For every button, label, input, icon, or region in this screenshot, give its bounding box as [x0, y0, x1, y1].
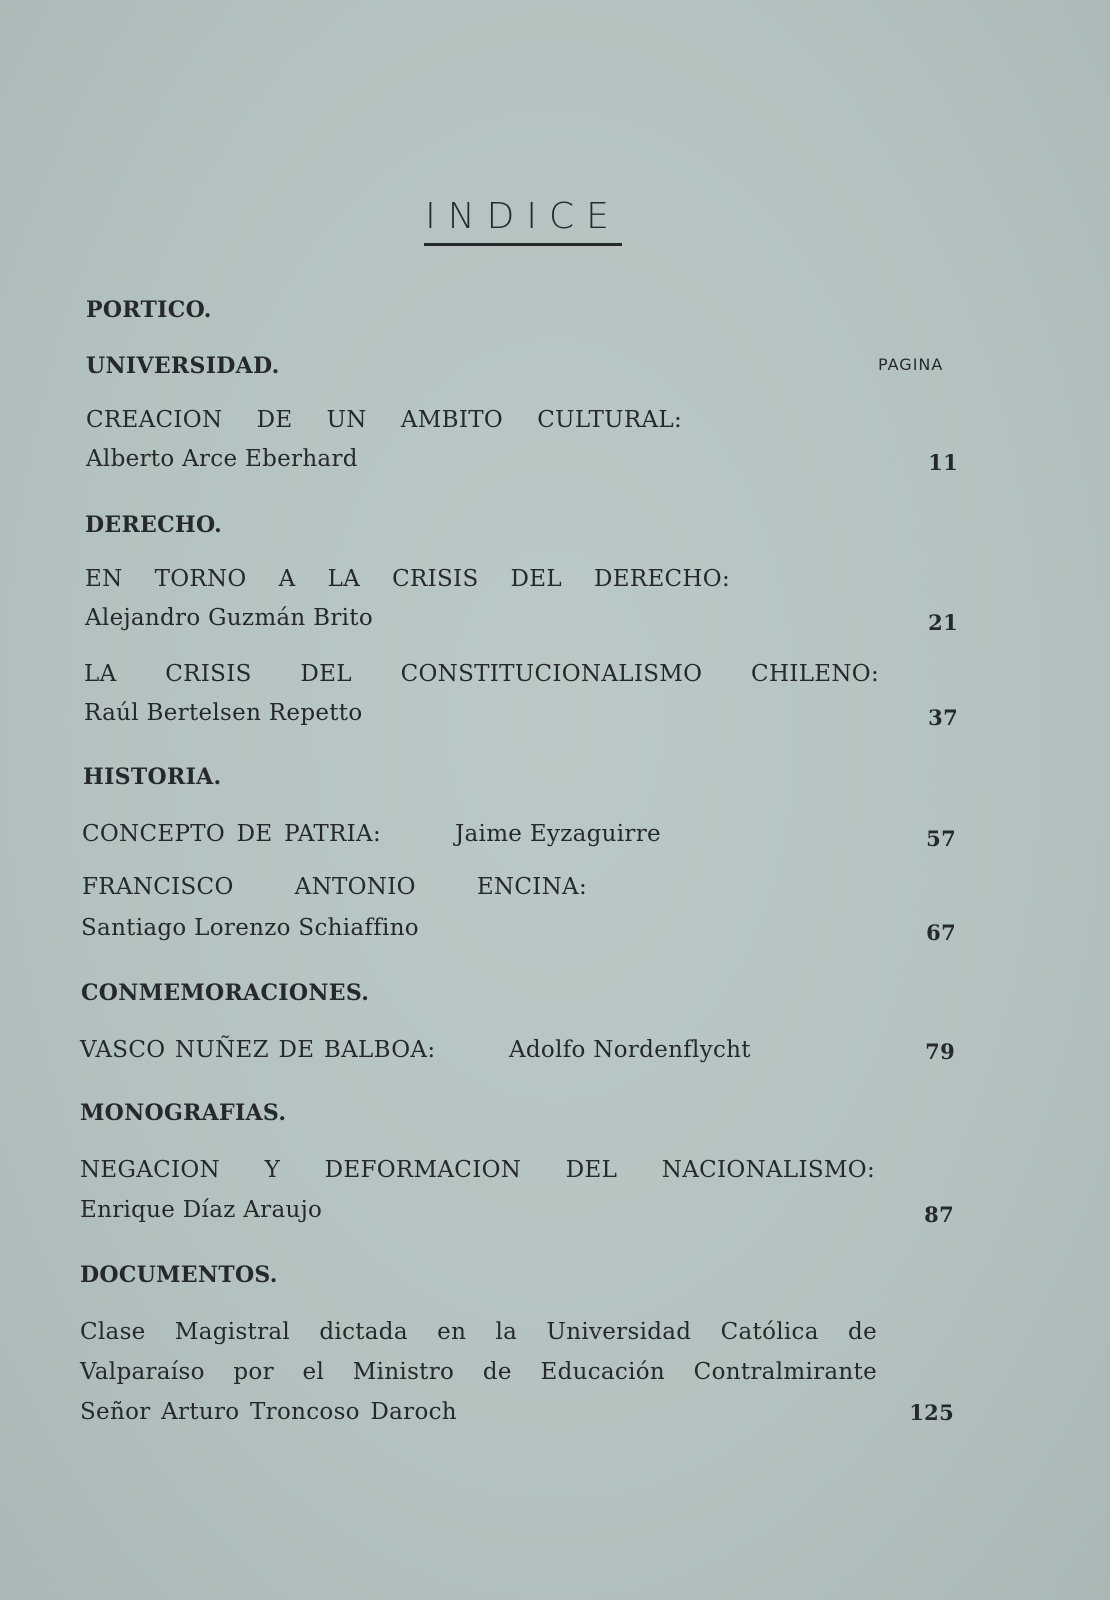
entry-page: 87 [924, 1202, 954, 1227]
entry-author: Alberto Arce Eberhard [86, 446, 358, 472]
entry-title: FRANCISCO ANTONIO ENCINA: [82, 874, 587, 900]
entry-title: EN TORNO A LA CRISIS DEL DERECHO: [85, 566, 730, 592]
section-heading: CONMEMORACIONES. [81, 980, 370, 1006]
entry-page: 67 [926, 920, 956, 945]
section-heading: UNIVERSIDAD. [86, 353, 280, 379]
entry-author: Adolfo Nordenflycht [509, 1037, 751, 1063]
entry-page: 57 [926, 826, 956, 851]
entry-text-line: Clase Magistral dictada en la Universidad Católica de [80, 1319, 877, 1345]
entry-author: Enrique Díaz Araujo [80, 1197, 323, 1223]
section-heading: DERECHO. [85, 512, 223, 538]
page-column-label: PAGINA [878, 355, 944, 374]
entry-title: VASCO NUÑEZ DE BALBOA: [80, 1037, 436, 1063]
page-title: INDICE [425, 196, 621, 237]
entry-page: 11 [928, 450, 958, 475]
entry-title: NEGACION Y DEFORMACION DEL NACIONALISMO: [80, 1157, 875, 1183]
entry-title: LA CRISIS DEL CONSTITUCIONALISMO CHILENO: [84, 661, 879, 687]
section-heading: PORTICO. [86, 297, 212, 323]
entry-page: 21 [928, 610, 958, 635]
entry-page: 125 [909, 1400, 954, 1425]
section-heading: MONOGRAFIAS. [80, 1100, 287, 1126]
entry-text-line: Valparaíso por el Ministro de Educación Contralmirante [80, 1359, 877, 1385]
section-heading: DOCUMENTOS. [80, 1262, 278, 1288]
entry-text-line: Señor Arturo Troncoso Daroch [80, 1399, 457, 1425]
entry-page: 37 [928, 705, 958, 730]
section-heading: HISTORIA. [83, 764, 222, 790]
entry-title: CONCEPTO DE PATRIA: [82, 821, 382, 847]
entry-author: Alejandro Guzmán Brito [85, 605, 374, 631]
entry-page: 79 [925, 1039, 955, 1064]
entry-author: Jaime Eyzaguirre [455, 821, 661, 847]
entry-title: CREACION DE UN AMBITO CULTURAL: [86, 407, 682, 433]
title-underline [424, 243, 622, 246]
entry-author: Raúl Bertelsen Repetto [84, 700, 363, 726]
entry-author: Santiago Lorenzo Schiaffino [81, 915, 419, 941]
